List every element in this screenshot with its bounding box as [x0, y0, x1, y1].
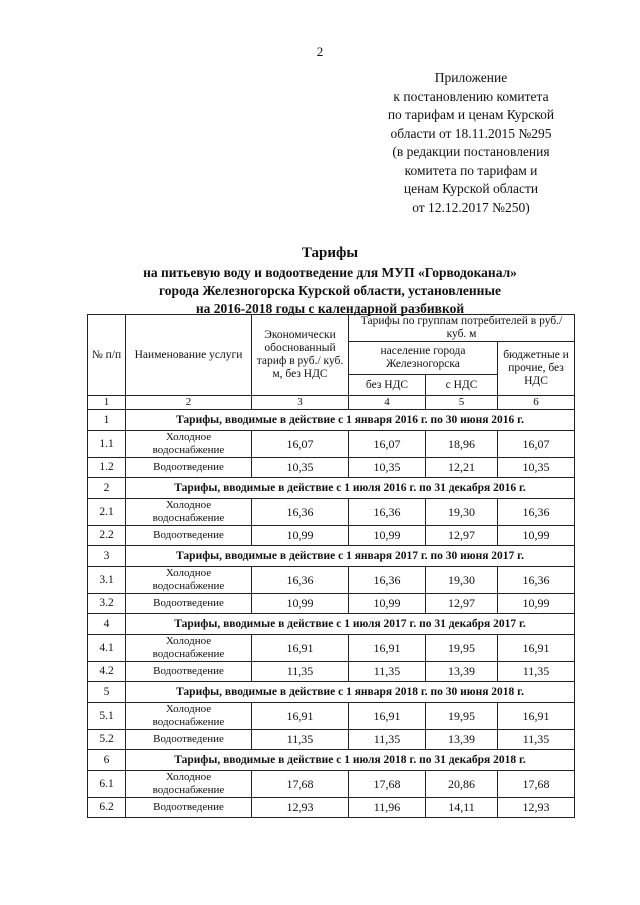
table-row: [88, 635, 575, 662]
budget-value: 16,91: [498, 703, 575, 730]
table-row: [88, 499, 575, 526]
table-row: [88, 526, 575, 546]
period-index: 6: [88, 750, 126, 771]
population-no-vat-value: 11,35: [349, 730, 426, 750]
service-name: Водоотведение: [126, 458, 252, 478]
population-with-vat-value: 14,11: [426, 798, 498, 818]
period-row: [88, 682, 575, 703]
row-number: 4.2: [88, 662, 126, 682]
population-with-vat-value: 12,21: [426, 458, 498, 478]
header-service: Наименование услуги: [126, 315, 252, 396]
table-row: [88, 798, 575, 818]
population-no-vat-value: 10,35: [349, 458, 426, 478]
econ-tariff-value: 16,36: [252, 499, 349, 526]
table-row: [88, 458, 575, 478]
column-numbers-row: [88, 396, 575, 410]
population-with-vat-value: 18,96: [426, 431, 498, 458]
budget-value: 11,35: [498, 730, 575, 750]
table-row: [88, 431, 575, 458]
appendix-line: по тарифам и ценам Курской: [387, 107, 555, 122]
header-budget: бюджетные и прочие, без НДС: [498, 342, 575, 396]
period-index: 4: [88, 614, 126, 635]
budget-value: 12,93: [498, 798, 575, 818]
econ-tariff-value: 12,93: [252, 798, 349, 818]
budget-value: 10,35: [498, 458, 575, 478]
econ-tariff-value: 11,35: [252, 662, 349, 682]
service-name: Водоотведение: [126, 594, 252, 614]
service-name: Холодное водоснабжение: [126, 771, 252, 798]
population-no-vat-value: 11,35: [349, 662, 426, 682]
period-row: [88, 410, 575, 431]
table-row: [88, 662, 575, 682]
budget-value: 16,07: [498, 431, 575, 458]
econ-tariff-value: 10,99: [252, 594, 349, 614]
header-num: № п/п: [88, 315, 126, 396]
population-with-vat-value: 19,30: [426, 499, 498, 526]
service-name: Водоотведение: [126, 526, 252, 546]
col-number: 5: [426, 396, 498, 410]
table-row: [88, 730, 575, 750]
period-row: [88, 478, 575, 499]
subtitle-line: на питьевую воду и водоотведение для МУП «Горводоканал»: [143, 265, 517, 280]
table-row: [88, 594, 575, 614]
row-number: 1.1: [88, 431, 126, 458]
budget-value: 16,36: [498, 499, 575, 526]
service-name: Холодное водоснабжение: [126, 703, 252, 730]
econ-tariff-value: 10,35: [252, 458, 349, 478]
population-no-vat-value: 16,36: [349, 567, 426, 594]
period-title: Тарифы, вводимые в действие с 1 января 2018 г. по 30 июня 2018 г.: [126, 682, 575, 703]
budget-value: 16,36: [498, 567, 575, 594]
econ-tariff-value: 16,91: [252, 635, 349, 662]
row-number: 5.1: [88, 703, 126, 730]
budget-value: 17,68: [498, 771, 575, 798]
period-index: 5: [88, 682, 126, 703]
period-row: [88, 614, 575, 635]
population-no-vat-value: 10,99: [349, 594, 426, 614]
table-row: [88, 771, 575, 798]
population-with-vat-value: 13,39: [426, 730, 498, 750]
period-title: Тарифы, вводимые в действие с 1 июля 2016 г. по 31 декабря 2016 г.: [126, 478, 575, 499]
period-index: 3: [88, 546, 126, 567]
econ-tariff-value: 10,99: [252, 526, 349, 546]
col-number: 2: [126, 396, 252, 410]
subtitle-line: на 2016-2018 годы с календарной разбивкой: [195, 301, 465, 316]
appendix-line: Приложение: [434, 70, 508, 85]
period-index: 2: [88, 478, 126, 499]
row-number: 1.2: [88, 458, 126, 478]
period-title: Тарифы, вводимые в действие с 1 июля 2018 г. по 31 декабря 2018 г.: [126, 750, 575, 771]
period-title: Тарифы, вводимые в действие с 1 января 2017 г. по 30 июня 2017 г.: [126, 546, 575, 567]
row-number: 4.1: [88, 635, 126, 662]
population-with-vat-value: 12,97: [426, 594, 498, 614]
population-no-vat-value: 17,68: [349, 771, 426, 798]
tariffs-table: [87, 314, 575, 818]
col-number: 4: [349, 396, 426, 410]
header-econ-tariff: Экономически обоснованный тариф в руб./ куб. м, без НДС: [252, 315, 349, 396]
page-number: 2: [316, 44, 324, 59]
table-row: [88, 703, 575, 730]
service-name: Холодное водоснабжение: [126, 431, 252, 458]
row-number: 3.2: [88, 594, 126, 614]
period-title: Тарифы, вводимые в действие с 1 января 2016 г. по 30 июня 2016 г.: [126, 410, 575, 431]
period-row: [88, 750, 575, 771]
service-name: Холодное водоснабжение: [126, 567, 252, 594]
population-with-vat-value: 12,97: [426, 526, 498, 546]
col-number: 3: [252, 396, 349, 410]
row-number: 5.2: [88, 730, 126, 750]
population-no-vat-value: 16,07: [349, 431, 426, 458]
service-name: Водоотведение: [126, 662, 252, 682]
population-with-vat-value: 20,86: [426, 771, 498, 798]
population-no-vat-value: 11,96: [349, 798, 426, 818]
budget-value: 10,99: [498, 594, 575, 614]
appendix-line: области от 18.11.2015 №295: [390, 125, 552, 141]
econ-tariff-value: 16,36: [252, 567, 349, 594]
service-name: Водоотведение: [126, 730, 252, 750]
period-title: Тарифы, вводимые в действие с 1 июля 2017 г. по 31 декабря 2017 г.: [126, 614, 575, 635]
row-number: 3.1: [88, 567, 126, 594]
col-number: 6: [498, 396, 575, 410]
col-number: 1: [88, 396, 126, 410]
service-name: Холодное водоснабжение: [126, 635, 252, 662]
subtitle-line: города Железногорска Курской области, установленные: [159, 283, 501, 298]
econ-tariff-value: 17,68: [252, 771, 349, 798]
appendix-line: к постановлению комитета: [393, 88, 549, 104]
population-with-vat-value: 19,95: [426, 635, 498, 662]
population-no-vat-value: 16,91: [349, 703, 426, 730]
row-number: 2.2: [88, 526, 126, 546]
appendix-line: от 12.12.2017 №250): [412, 199, 530, 215]
period-index: 1: [88, 410, 126, 431]
appendix-line: ценам Курской области: [403, 181, 539, 196]
period-row: [88, 546, 575, 567]
appendix-line: (в редакции постановления: [392, 144, 550, 159]
population-with-vat-value: 13,39: [426, 662, 498, 682]
service-name: Водоотведение: [126, 798, 252, 818]
header-no-vat: без НДС: [349, 375, 426, 396]
document-title-block: [60, 244, 600, 318]
econ-tariff-value: 11,35: [252, 730, 349, 750]
population-no-vat-value: 16,91: [349, 635, 426, 662]
population-no-vat-value: 10,99: [349, 526, 426, 546]
econ-tariff-value: 16,07: [252, 431, 349, 458]
row-number: 6.1: [88, 771, 126, 798]
row-number: 6.2: [88, 798, 126, 818]
row-number: 2.1: [88, 499, 126, 526]
population-with-vat-value: 19,30: [426, 567, 498, 594]
table-row: [88, 567, 575, 594]
population-with-vat-value: 19,95: [426, 703, 498, 730]
header-consumer-groups: Тарифы по группам потребителей в руб./ куб. м: [349, 315, 575, 342]
budget-value: 11,35: [498, 662, 575, 682]
population-no-vat-value: 16,36: [349, 499, 426, 526]
budget-value: 10,99: [498, 526, 575, 546]
service-name: Холодное водоснабжение: [126, 499, 252, 526]
appendix-line: комитета по тарифам и: [404, 162, 538, 178]
econ-tariff-value: 16,91: [252, 703, 349, 730]
budget-value: 16,91: [498, 635, 575, 662]
header-with-vat: с НДС: [426, 375, 498, 396]
document-title: Тарифы: [301, 245, 359, 261]
appendix-note: [346, 69, 596, 217]
header-population: население города Железногорска: [349, 342, 498, 375]
